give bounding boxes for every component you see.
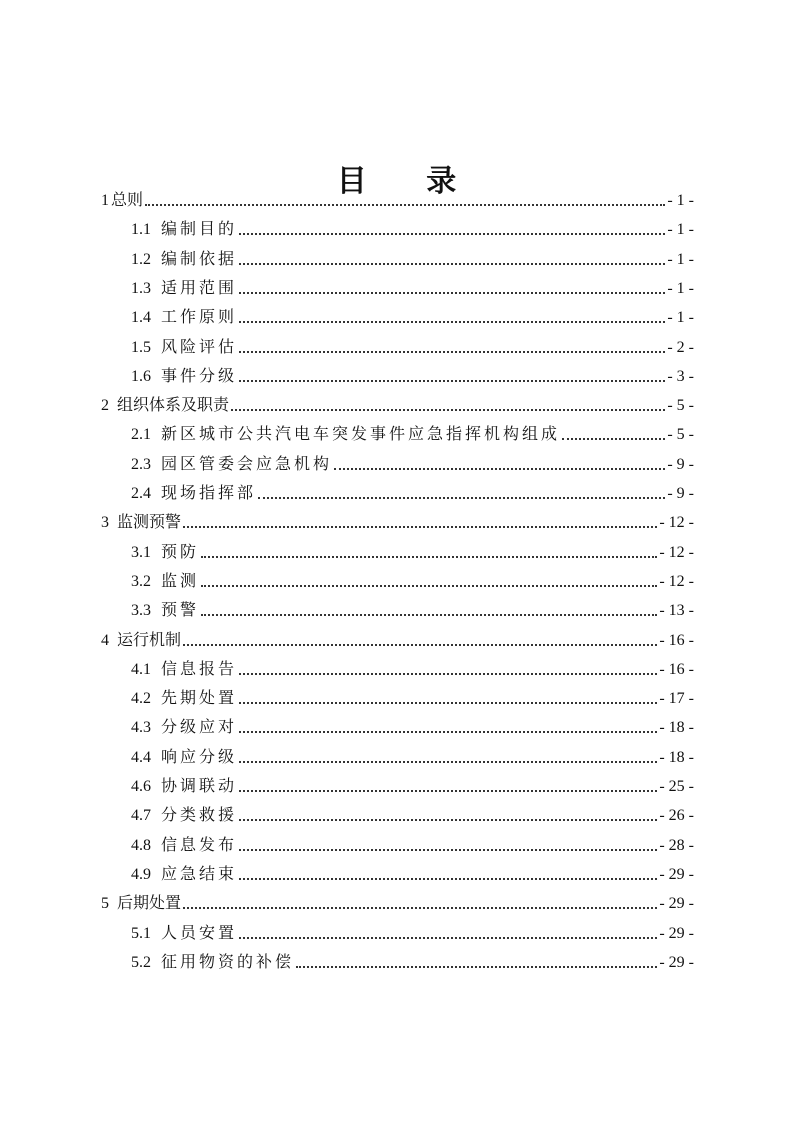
- toc-entry-title: 总则: [111, 192, 144, 209]
- toc-entry[interactable]: [101, 888, 694, 914]
- toc-entry-number: 1.3: [131, 279, 151, 297]
- toc-dot-leader: [183, 526, 657, 528]
- toc-entry-title: 应急结束: [161, 865, 238, 883]
- toc-dot-leader: [239, 790, 657, 792]
- toc-entry-number: 1.6: [131, 367, 151, 385]
- toc-entry-number: 1.4: [131, 309, 151, 327]
- toc-entry-title: 编制目的: [161, 221, 238, 239]
- toc-entry[interactable]: [131, 537, 694, 563]
- toc-entry-page: - 5 -: [667, 426, 694, 444]
- toc-entry[interactable]: [131, 683, 694, 709]
- toc-entry-title: 分类救援: [161, 807, 238, 825]
- page-title: 目 录: [336, 165, 483, 199]
- toc-entry-number: 5.2: [131, 953, 151, 971]
- toc-entry-number: 4.6: [131, 778, 151, 795]
- toc-entry-page: - 18 -: [659, 748, 694, 766]
- toc-entry[interactable]: [131, 830, 694, 856]
- toc-entry-page: - 28 -: [659, 836, 694, 854]
- toc-entry-title: 现场指挥部: [161, 485, 257, 502]
- toc-entry[interactable]: [131, 654, 694, 680]
- toc-entry-page: - 29 -: [659, 895, 694, 913]
- toc-entry-number: 1.2: [131, 250, 151, 268]
- toc-entry-title: 新区城市公共汽电车突发事件应急指挥机构组成: [161, 426, 561, 444]
- toc-entry-number: 4.3: [131, 719, 151, 737]
- toc-entry-title: 信息发布: [161, 836, 238, 854]
- toc-dot-leader: [239, 233, 665, 235]
- toc-entry-number: 4.1: [131, 660, 151, 678]
- toc-dot-leader: [239, 731, 657, 733]
- toc-dot-leader: [231, 409, 665, 411]
- toc-entry-number: 2.1: [131, 426, 151, 444]
- toc-dot-leader: [239, 937, 657, 939]
- toc-entry-title: 园区管委会应急机构: [161, 455, 333, 473]
- toc-dot-leader: [239, 673, 657, 675]
- toc-entry-page: - 26 -: [659, 807, 694, 825]
- toc-entry-page: - 13 -: [659, 602, 694, 620]
- toc-dot-leader: [201, 585, 657, 587]
- toc-entry[interactable]: [131, 771, 694, 797]
- toc-entry-page: - 29 -: [659, 953, 694, 971]
- toc-entry-number: 2.3: [131, 455, 151, 473]
- toc-entry[interactable]: [101, 507, 694, 533]
- toc-entry-page: - 1 -: [667, 221, 694, 239]
- toc-entry-page: - 16 -: [659, 631, 694, 649]
- toc-entry[interactable]: [131, 859, 694, 885]
- toc-entry-number: 1.5: [131, 338, 151, 356]
- toc-entry-title: 适用范围: [161, 279, 238, 297]
- toc-dot-leader: [239, 761, 657, 763]
- toc-entry-page: - 9 -: [667, 455, 694, 473]
- toc-entry-number: 1: [101, 192, 109, 209]
- toc-entry-number: 3.3: [131, 602, 151, 620]
- toc-entry-number: 3.1: [131, 543, 151, 561]
- toc-dot-leader: [239, 878, 657, 880]
- toc-entry-title: 协调联动: [161, 778, 238, 795]
- toc-entry[interactable]: [131, 566, 694, 592]
- toc-entry[interactable]: [131, 419, 694, 445]
- toc-entry-number: 2.4: [131, 485, 151, 502]
- toc-dot-leader: [239, 819, 657, 821]
- toc-dot-leader: [201, 556, 657, 558]
- toc-entry-title: 预防: [161, 543, 200, 561]
- toc-entry-title: 征用物资的补偿: [161, 953, 295, 971]
- toc-entry[interactable]: [131, 214, 694, 240]
- toc-entry-number: 4.4: [131, 748, 151, 766]
- toc-entry[interactable]: [131, 302, 694, 328]
- toc-entry-page: - 1 -: [667, 192, 694, 209]
- toc-entry-page: - 5 -: [667, 397, 694, 415]
- toc-entry[interactable]: [131, 449, 694, 475]
- toc-dot-leader: [239, 321, 665, 323]
- toc-entry-number: 5.1: [131, 924, 151, 942]
- toc-dot-leader: [334, 468, 665, 470]
- toc-entry-number: 4.2: [131, 690, 151, 708]
- toc-entry-title: 信息报告: [161, 660, 238, 678]
- toc-dot-leader: [258, 497, 665, 499]
- toc-entry-page: - 25 -: [659, 778, 694, 795]
- toc-entry[interactable]: [131, 712, 694, 738]
- toc-dot-leader: [562, 438, 665, 440]
- toc-entry-title: 响应分级: [161, 748, 238, 766]
- toc-dot-leader: [183, 907, 657, 909]
- toc-dot-leader: [296, 966, 657, 968]
- toc-dot-leader: [239, 849, 657, 851]
- toc-entry[interactable]: [131, 273, 694, 299]
- toc-entry-title: 人员安置: [161, 924, 238, 942]
- toc-dot-leader: [239, 702, 657, 704]
- toc-entry-page: - 3 -: [667, 367, 694, 385]
- toc-entry[interactable]: [131, 918, 694, 944]
- toc-entry[interactable]: [131, 947, 694, 973]
- toc-entry-page: - 9 -: [667, 485, 694, 502]
- toc-entry[interactable]: [131, 361, 694, 387]
- toc-entry-page: - 29 -: [659, 865, 694, 883]
- toc-entry-title: 先期处置: [161, 690, 238, 708]
- toc-dot-leader: [183, 644, 657, 646]
- toc-entry-number: 4.7: [131, 807, 151, 825]
- toc-entry-title: 预警: [161, 602, 200, 620]
- toc-dot-leader: [239, 263, 665, 265]
- toc-entry-number: 4.8: [131, 836, 151, 854]
- toc-dot-leader: [239, 380, 665, 382]
- toc-entry-title: 监测预警: [117, 514, 182, 532]
- toc-entry-title: 后期处置: [117, 895, 182, 913]
- toc-entry[interactable]: [101, 185, 694, 211]
- toc-entry[interactable]: [131, 478, 694, 504]
- toc-entry-page: - 1 -: [667, 309, 694, 327]
- toc-entry-number: 4: [101, 631, 109, 649]
- toc-entry[interactable]: [131, 244, 694, 270]
- toc-entry-number: 5: [101, 895, 109, 913]
- toc-entry-title: 运行机制: [117, 631, 182, 649]
- toc-entry-title: 工作原则: [161, 309, 238, 327]
- toc-entry-page: - 17 -: [659, 690, 694, 708]
- toc-entry-page: - 18 -: [659, 719, 694, 737]
- toc-entry-number: 2: [101, 397, 109, 415]
- toc-entry-page: - 2 -: [667, 338, 694, 356]
- toc-entry-title: 事件分级: [161, 367, 238, 385]
- toc-entry-number: 1.1: [131, 221, 151, 239]
- toc-entry-number: 3: [101, 514, 109, 532]
- toc-entry-page: - 1 -: [667, 250, 694, 268]
- toc-entry-title: 分级应对: [161, 719, 238, 737]
- toc-entry[interactable]: [131, 800, 694, 826]
- toc-entry-page: - 12 -: [659, 543, 694, 561]
- toc-entry-page: - 12 -: [659, 572, 694, 590]
- toc-dot-leader: [239, 351, 665, 353]
- toc-entry[interactable]: [101, 390, 694, 416]
- toc-dot-leader: [201, 614, 657, 616]
- toc-entry-page: - 12 -: [659, 514, 694, 532]
- toc-entry-page: - 1 -: [667, 279, 694, 297]
- toc-entry[interactable]: [131, 742, 694, 768]
- toc-entry-number: 4.9: [131, 865, 151, 883]
- toc-entry-title: 风险评估: [161, 338, 238, 356]
- toc-entry-title: 监测: [161, 572, 200, 590]
- toc-entry-number: 3.2: [131, 572, 151, 590]
- toc-entry[interactable]: [101, 625, 694, 651]
- toc-dot-leader: [145, 204, 665, 206]
- toc-dot-leader: [239, 292, 665, 294]
- toc-entry[interactable]: [131, 332, 694, 358]
- toc-entry[interactable]: [131, 595, 694, 621]
- toc-entry-title: 组织体系及职责: [117, 397, 230, 415]
- toc-entry-title: 编制依据: [161, 250, 238, 268]
- toc-entry-page: - 29 -: [659, 924, 694, 942]
- toc-entry-page: - 16 -: [659, 660, 694, 678]
